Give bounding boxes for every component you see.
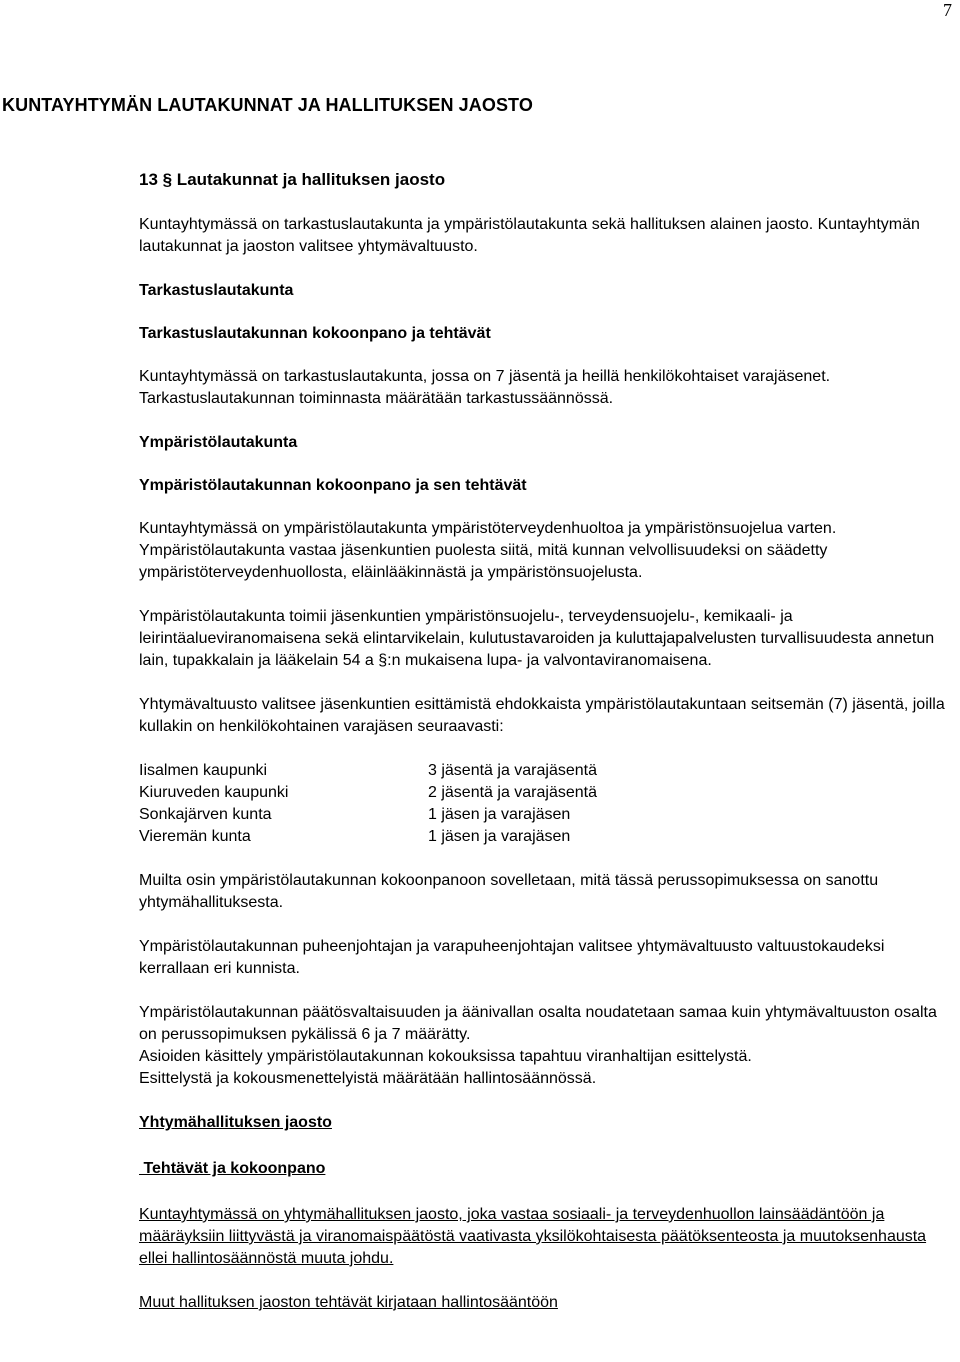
- member-row: [139, 760, 954, 782]
- document-body: [139, 169, 954, 1336]
- member-count: 2 jäsentä ja varajäsentä: [428, 784, 597, 801]
- jaosto-subheading: Tehtävät ja kokoonpano: [139, 1160, 326, 1177]
- ymparisto-paragraph-6: Ympäristölautakunnan päätösvaltaisuuden ja äänivallan osalta noudatetaan samaa kuin yhtymävaltuuston osalta on perussopimuksen pykälissä 6 ja 7 määrätty.: [139, 1004, 937, 1043]
- ymparisto-paragraph-4: Muilta osin ympäristölautakunnan kokoonpanoon sovelletaan, mitä tässä perussopimuksessa on sanottu yhtymähallituksesta.: [139, 872, 879, 911]
- section-13-intro: Kuntayhtymässä on tarkastuslautakunta ja ympäristölautakunta sekä hallituksen alainen jaosto. Kuntayhtymän lautakunnat ja jaoston valitsee yhtymävaltuusto.: [139, 216, 920, 255]
- tarkastus-subheading: Tarkastuslautakunnan kokoonpano ja tehtävät: [139, 325, 491, 342]
- member-name: Kiuruveden kaupunki: [139, 784, 289, 801]
- section-13-heading: 13 § Lautakunnat ja hallituksen jaosto: [139, 170, 446, 189]
- ymparisto-paragraph-3: Yhtymävaltuusto valitsee jäsenkuntien esittämistä ehdokkaista ympäristölautakuntaan seitsemän (7) jäsentä, joilla kullakin on henkilökohtainen varajäsen seuraavasti:: [139, 696, 945, 735]
- ymparisto-paragraph-7: Asioiden käsittely ympäristölautakunnan kokouksissa tapahtuu viranhaltijan esittelystä.: [139, 1048, 752, 1065]
- member-row: [139, 804, 954, 826]
- member-row: [139, 782, 954, 804]
- tarkastus-heading: Tarkastuslautakunta: [139, 282, 294, 299]
- ymparisto-paragraph-2: Ympäristölautakunta toimii jäsenkuntien ympäristönsuojelu-, terveydensuojelu-, kemikaali- ja leirintäalueviranomaisena sekä elintarvikelain, kulutustavaroiden ja kuluttajapalvelusten turvallisuudesta annetun lain, tupakkalain ja lääkelain 54 a §:n mukaisena lupa- ja valvontaviranomaisena.: [139, 608, 935, 669]
- page-number: 7: [943, 0, 952, 20]
- member-count: 3 jäsentä ja varajäsentä: [428, 762, 597, 779]
- member-count: 1 jäsen ja varajäsen: [428, 806, 571, 823]
- ymparisto-heading: Ympäristölautakunta: [139, 434, 298, 451]
- ymparisto-paragraph-5: Ympäristölautakunnan puheenjohtajan ja varapuheenjohtajan valitsee yhtymävaltuusto valtuustokaudeksi kerrallaan eri kunnista.: [139, 938, 885, 977]
- chapter-title: KUNTAYHTYMÄN LAUTAKUNNAT JA HALLITUKSEN JAOSTO: [2, 95, 533, 115]
- member-name: Sonkajärven kunta: [139, 806, 272, 823]
- member-list: [139, 760, 954, 848]
- ymparisto-paragraph-8: Esittelystä ja kokousmenettelyistä määrätään hallintosäännössä.: [139, 1070, 597, 1087]
- member-count: 1 jäsen ja varajäsen: [428, 828, 571, 845]
- ymparisto-paragraph-1: Kuntayhtymässä on ympäristölautakunta ympäristöterveydenhuoltoa ja ympäristönsuojelua varten. Ympäristölautakunta vastaa jäsenkuntien puolesta siitä, mitä kunnan velvollisuudeksi on säädetty ympäristöterveydenhuollosta, eläinlääkinnästä ja ympäristönsuojelusta.: [139, 520, 837, 581]
- ymparisto-subheading: Ympäristölautakunnan kokoonpano ja sen tehtävät: [139, 477, 527, 494]
- tarkastus-text: Kuntayhtymässä on tarkastuslautakunta, jossa on 7 jäsentä ja heillä henkilökohtaiset varajäsenet. Tarkastuslautakunnan toiminnasta määrätään tarkastussäännössä.: [139, 368, 831, 407]
- member-name: Iisalmen kaupunki: [139, 762, 268, 779]
- member-row: [139, 826, 954, 848]
- member-name: Vieremän kunta: [139, 828, 251, 845]
- jaosto-paragraph-1: Kuntayhtymässä on yhtymähallituksen jaosto, joka vastaa sosiaali- ja terveydenhuollon lainsäädäntöön ja määräyksiin liittyvästä ja viranomaispäätöstä vaativasta yksilökohtaisesta päätöksenteosta ja muutoksenhausta ellei hallintosäännöstä muuta johdu.: [139, 1206, 927, 1267]
- jaosto-paragraph-2: Muut hallituksen jaoston tehtävät kirjataan hallintosääntöön: [139, 1294, 558, 1311]
- jaosto-heading: Yhtymähallituksen jaosto: [139, 1114, 332, 1131]
